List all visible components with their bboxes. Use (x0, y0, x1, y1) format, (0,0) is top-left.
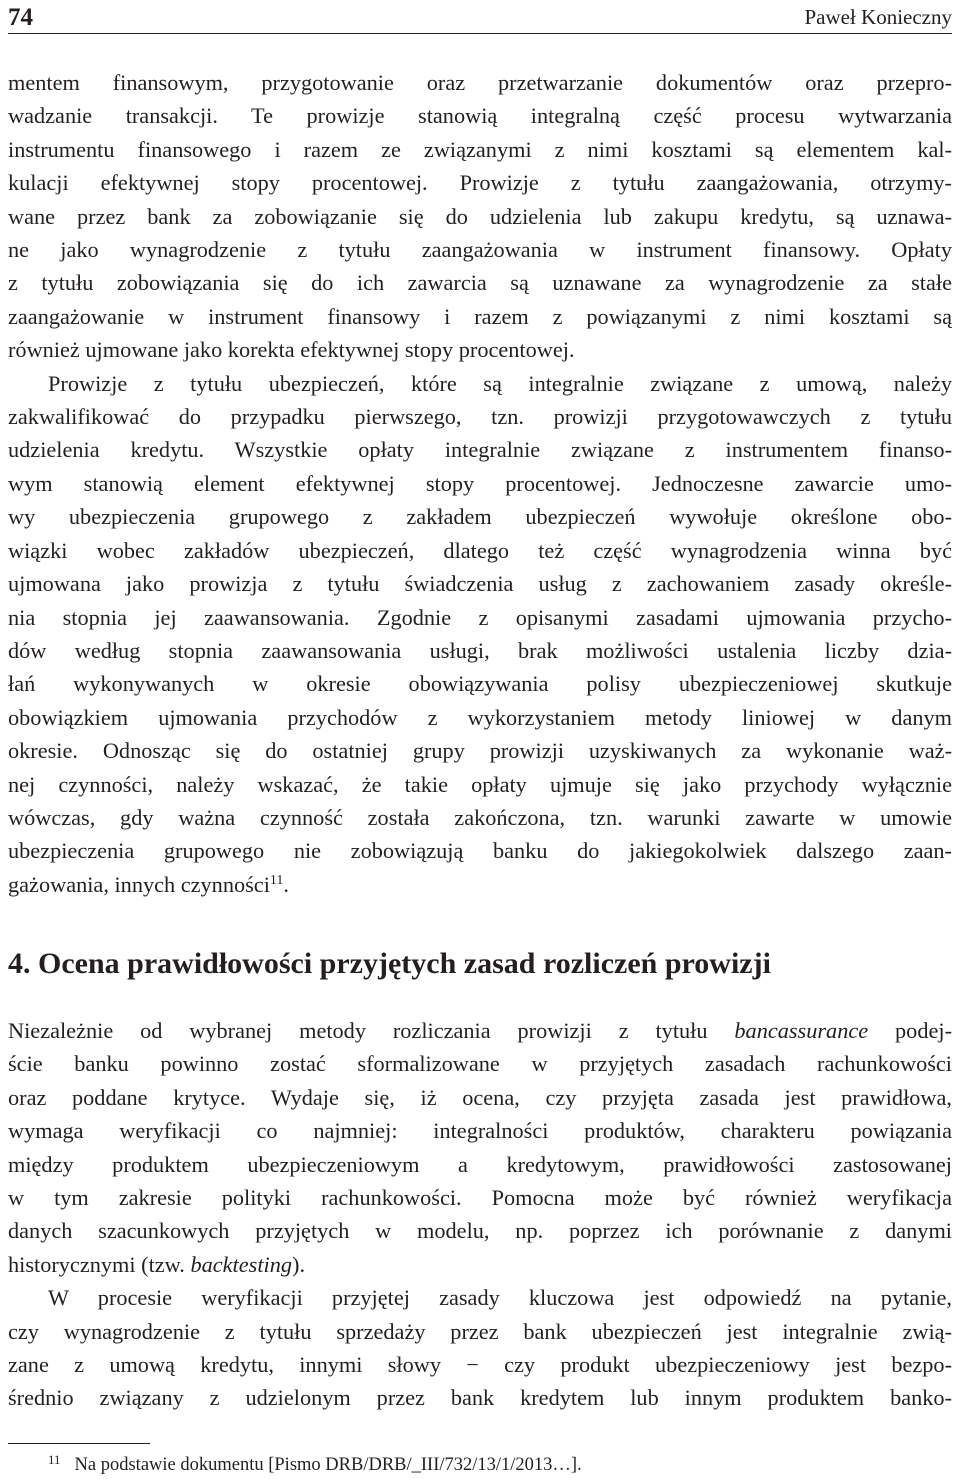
text-line: czy wynagrodzenie z tytułu sprzedaży przez bank ubezpieczeń jest integralnie zwią- (8, 1318, 952, 1344)
text-line: oraz poddane krytyce. Wydaje się, iż ocena, czy przyjęta zasada jest prawidłowa, (8, 1084, 952, 1110)
text-line: W procesie weryfikacji przyjętej zasady kluczowa jest odpowiedź na pytanie, (48, 1285, 952, 1311)
text-line: zane z umową kredytu, innymi słowy − czy produkt ubezpieczeniowy jest bezpo- (8, 1352, 952, 1378)
italic-term: bancassurance (734, 1018, 869, 1043)
text-fragment: gażowania, innych czynności (8, 871, 270, 897)
text-line: wiązki wobec zakładów ubezpieczeń, dlatego też część wynagrodzenia winna być (8, 537, 952, 563)
footnote-text: Na podstawie dokumentu [Pismo DRB/DRB/_III/732/13/1/2013…]. (74, 1455, 582, 1475)
text-line: dów według stopnia zaawansowania usługi, brak możliwości ustalenia liczby dzia- (8, 637, 952, 663)
text-line: ujmowana jako prowizja z tytułu świadczenia usług z zachowaniem zasady określe- (8, 571, 952, 597)
text-line: średnio związany z udzielonym przez bank kredytem lub innym produktem banko- (8, 1385, 952, 1411)
text-line: wymaga weryfikacji co najmniej: integralności produktów, charakteru powiązania (8, 1118, 952, 1144)
text-line: również ujmowane jako korekta efektywnej stopy procentowej. (8, 337, 575, 363)
text-line: z tytułu zobowiązania się do ich zawarcia są uznawane za wynagrodzenie za stałe (8, 270, 952, 296)
text-line: wówczas, gdy ważna czynność została zakończona, tzn. warunki zawarte w umowie (8, 804, 952, 830)
text-line: mentem finansowym, przygotowanie oraz przetwarzanie dokumentów oraz przepro- (8, 70, 952, 95)
page-header (8, 0, 952, 34)
text-line: ubezpieczenia grupowego nie zobowiązują banku do jakiegokolwiek dalszego zaan- (8, 838, 952, 864)
running-head-author: Paweł Konieczny (804, 5, 952, 29)
text-line: ście banku powinno zostać sformalizowane w przyjętych zasadach rachunkowości (8, 1051, 952, 1077)
text-line: między produktem ubezpieczeniowym a kredytowym, prawidłowości zastosowanej (8, 1151, 952, 1177)
page-number: 74 (8, 4, 33, 31)
footnote-divider (8, 1443, 150, 1444)
text-fragment: ). (292, 1251, 306, 1277)
italic-term: backtesting (190, 1251, 293, 1277)
text-fragment: . (283, 871, 289, 897)
text-line: ne jako wynagrodzenie z tytułu zaangażowania w instrument finansowy. Opłaty (8, 237, 952, 263)
text-line: wane przez bank za zobowiązanie się do udzielenia lub zakupu kredytu, są uznawa- (8, 203, 952, 229)
text-line: zaangażowanie w instrument finansowy i razem z powiązanymi z nimi kosztami są (8, 303, 952, 329)
text-line: udzielenia kredytu. Wszystkie opłaty integralnie związane z instrumentem finanso- (8, 437, 952, 463)
text-line: kulacji efektywnej stopy procentowej. Prowizje z tytułu zaangażowania, otrzymy- (8, 170, 952, 196)
text-fragment: podej- (868, 1018, 952, 1043)
text-fragment: historycznymi (tzw. (8, 1251, 191, 1277)
text-line: w tym zakresie polityki rachunkowości. Pomocna może być również weryfikacja (8, 1185, 952, 1211)
text-line: okresie. Odnosząc się do ostatniej grupy prowizji uzyskiwanych za wykonanie waż- (8, 738, 952, 764)
footnote-mark: 11 (48, 1452, 61, 1467)
text-line: wy ubezpieczenia grupowego z zakładem ubezpieczeń wywołuje określone obo- (8, 504, 952, 530)
body-text-upper (8, 66, 952, 905)
text-line: łań wykonywanych w okresie obowiązywania polisy ubezpieczeniowej skutkuje (8, 671, 952, 697)
text-line: nia stopnia jej zaawansowania. Zgodnie z opisanymi zasadami ujmowania przycho- (8, 604, 952, 630)
section-heading: 4. Ocena prawidłowości przyjętych zasad rozliczeń prowizji (8, 947, 771, 980)
text-line: instrumentu finansowego i razem ze związanymi z nimi kosztami są elementem kal- (8, 136, 952, 162)
text-line (8, 1014, 952, 1047)
text-line: wym stanowią element efektywnej stopy procentowej. Jednoczesne zawarcie umo- (8, 470, 952, 496)
text-line: Prowizje z tytułu ubezpieczeń, które są integralnie związane z umową, należy (48, 370, 952, 396)
text-line (8, 868, 952, 905)
text-line: obowiązkiem ujmowania przychodów z wykorzystaniem metody liniowej w danym (8, 704, 952, 730)
text-fragment: Niezależnie od wybranej metody rozliczania prowizji z tytułu (8, 1018, 735, 1043)
text-line: wadzanie transakcji. Te prowizje stanowią integralną część procesu wytwarzania (8, 103, 952, 129)
body-text-lower (8, 1014, 952, 1415)
text-line (8, 1248, 952, 1281)
text-line: danych szacunkowych przyjętych w modelu, np. poprzez ich porównanie z danymi (8, 1218, 952, 1244)
footnote-reference[interactable]: 11 (269, 872, 284, 888)
text-line: zakwalifikować do przypadku pierwszego, tzn. prowizji przygotowawczych z tytułu (8, 404, 952, 430)
text-line: nej czynności, należy wskazać, że takie opłaty ujmuje się jako przychody wyłącznie (8, 771, 952, 797)
footnote (48, 1454, 582, 1477)
